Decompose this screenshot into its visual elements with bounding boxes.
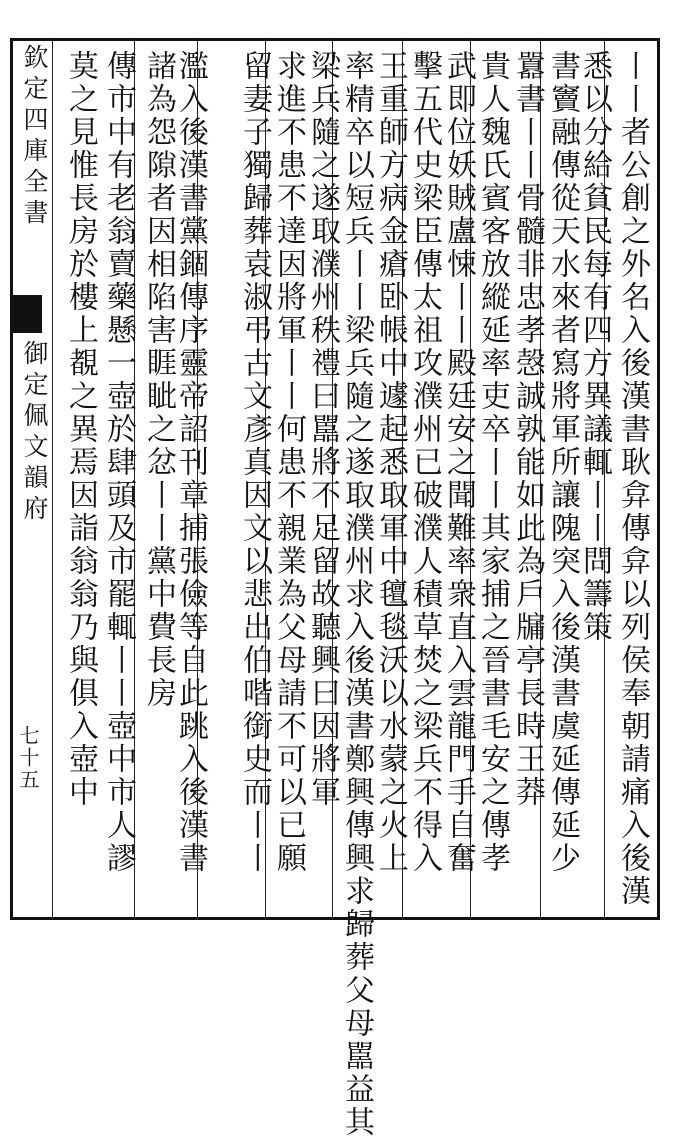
text-column: 濫入後漢書黨錮傳序靈帝詔刊章捕張儉等自此跳入後漢書	[173, 50, 208, 875]
text-column: 悉以分給貧民每有四方異議輒丨丨問籌策	[577, 50, 612, 644]
text-column: 貴人魏氏賓客放縱延率吏卒丨丨其家捕之晉書毛安之傳孝	[475, 50, 510, 875]
text-column: 求進不患不達因將軍丨丨何患不親業為父母請不可以已願	[271, 50, 306, 875]
collection-title-edge: 御定佩文韻府	[20, 340, 49, 526]
text-column: 囂書丨丨骨髓非忠孝愨誠孰能如此為戶牖亭長時王莽	[510, 50, 545, 809]
text-column: 莫之見惟長房於樓上覩之異焉因詣翁翁乃與俱入壺中	[63, 50, 98, 809]
fishtail-mark	[12, 295, 42, 333]
text-column: 武即位妖賊盧悚丨丨殿廷安之聞難率衆直入雲龍門手自奮	[441, 50, 476, 875]
text-column: 王重師方病金瘡卧帳中遽起悉取軍中氊毯沃以水蒙之火上	[373, 50, 408, 875]
column-rule	[52, 38, 53, 920]
text-column: 丨丨者公創之外名入後漢書耿弇傳弇以列侯奉朝請痛入後漢	[615, 50, 650, 908]
book-title-edge: 欽定四庫全書	[20, 44, 49, 230]
text-column: 書竇融傳從天水來者寫將軍所讓隗突入後漢書虞延傳延少	[545, 50, 580, 875]
text-column: 傳市中有老翁賣藥懸一壺於肆頭及市罷輒丨丨壺中市人謬	[101, 50, 136, 875]
page-number: 七十五	[16, 725, 40, 791]
text-column: 率精卒以短兵丨丨梁兵隨之遂取濮州求入後漢書鄭興傳興求歸葬父母嚚益其	[339, 50, 374, 1139]
text-column: 諸為怨隙者因相陷害睚眦之忿丨丨黨中費長房	[141, 50, 176, 710]
text-column: 留妻子獨歸葬袁淑弔古文彥真因文以悲出伯喈銜史而丨丨	[237, 50, 272, 875]
text-column: 擊五代史梁臣傳太祖攻濮州已破濮人積草焚之梁兵不得入	[407, 50, 442, 875]
text-column: 梁兵隨之遂取濮州秩禮曰嚚將不足留故聽興曰因將軍	[305, 50, 340, 809]
